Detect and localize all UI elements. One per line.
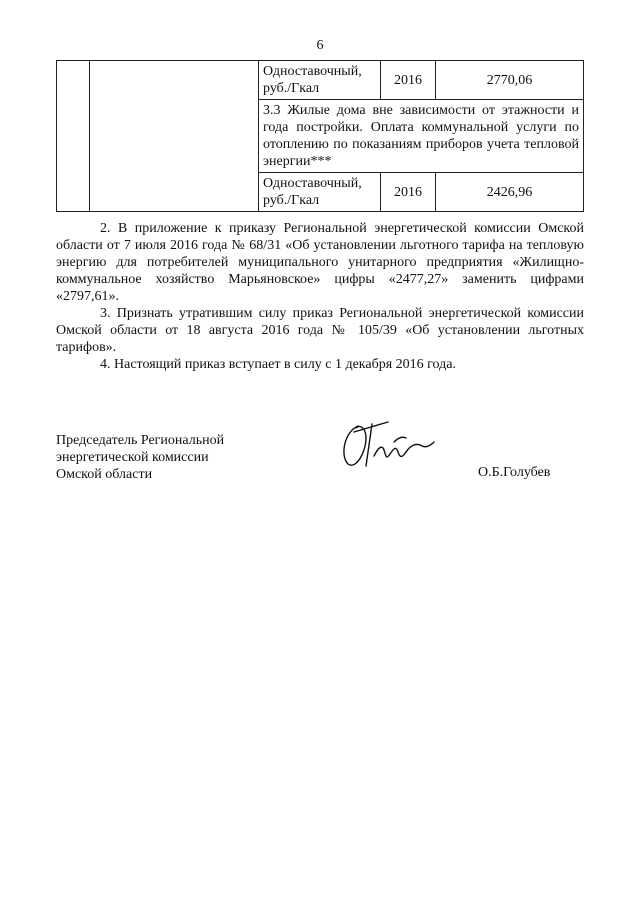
page-number: 6 [316, 38, 324, 53]
consumer-group-cell: 3.3 Жилые дома вне зависимости от этажности и года постройки. Оплата коммунальной услуги по отоплению по показаниям приборов учета тепловой энергии*** [259, 100, 584, 173]
order-body [56, 220, 584, 373]
table-row [57, 61, 584, 100]
tariff-table [56, 60, 584, 212]
signer-title-line: Председатель Региональной [56, 433, 225, 448]
signer-name: О.Б.Голубев [478, 465, 551, 480]
tariff-year-cell: 2016 [381, 173, 436, 212]
table-cell-empty [57, 61, 90, 212]
handwritten-signature [336, 412, 436, 476]
tariff-value-cell: 2770,06 [436, 61, 584, 100]
signer-title [56, 432, 224, 483]
tariff-value-cell: 2426,96 [436, 173, 584, 212]
paragraph-2: 2. В приложение к приказу Региональной энергетической комиссии Омской области от 7 июля 2016 года № 68/31 «Об установлении льготного тарифа на тепловую энергию для потребителей муниципального унитарного предприятия «Жилищно-коммунальное хозяйство Марьяновское» цифры «2477,27» заменить цифрами «2797,61». [56, 221, 584, 304]
tariff-unit-cell: Одноставочный, руб./Гкал [259, 173, 381, 212]
signer-title-line: Омской области [56, 467, 153, 482]
tariff-year-cell: 2016 [381, 61, 436, 100]
tariff-unit-cell: Одноставочный, руб./Гкал [259, 61, 381, 100]
signer-title-line: энергетической комиссии [56, 450, 209, 465]
paragraph-4: 4. Настоящий приказ вступает в силу с 1 декабря 2016 года. [100, 357, 456, 372]
table-cell-empty [90, 61, 259, 212]
paragraph-3: 3. Признать утратившим силу приказ Региональной энергетической комиссии Омской области от 18 августа 2016 года № 105/39 «Об установлении льготных тарифов». [56, 306, 584, 355]
